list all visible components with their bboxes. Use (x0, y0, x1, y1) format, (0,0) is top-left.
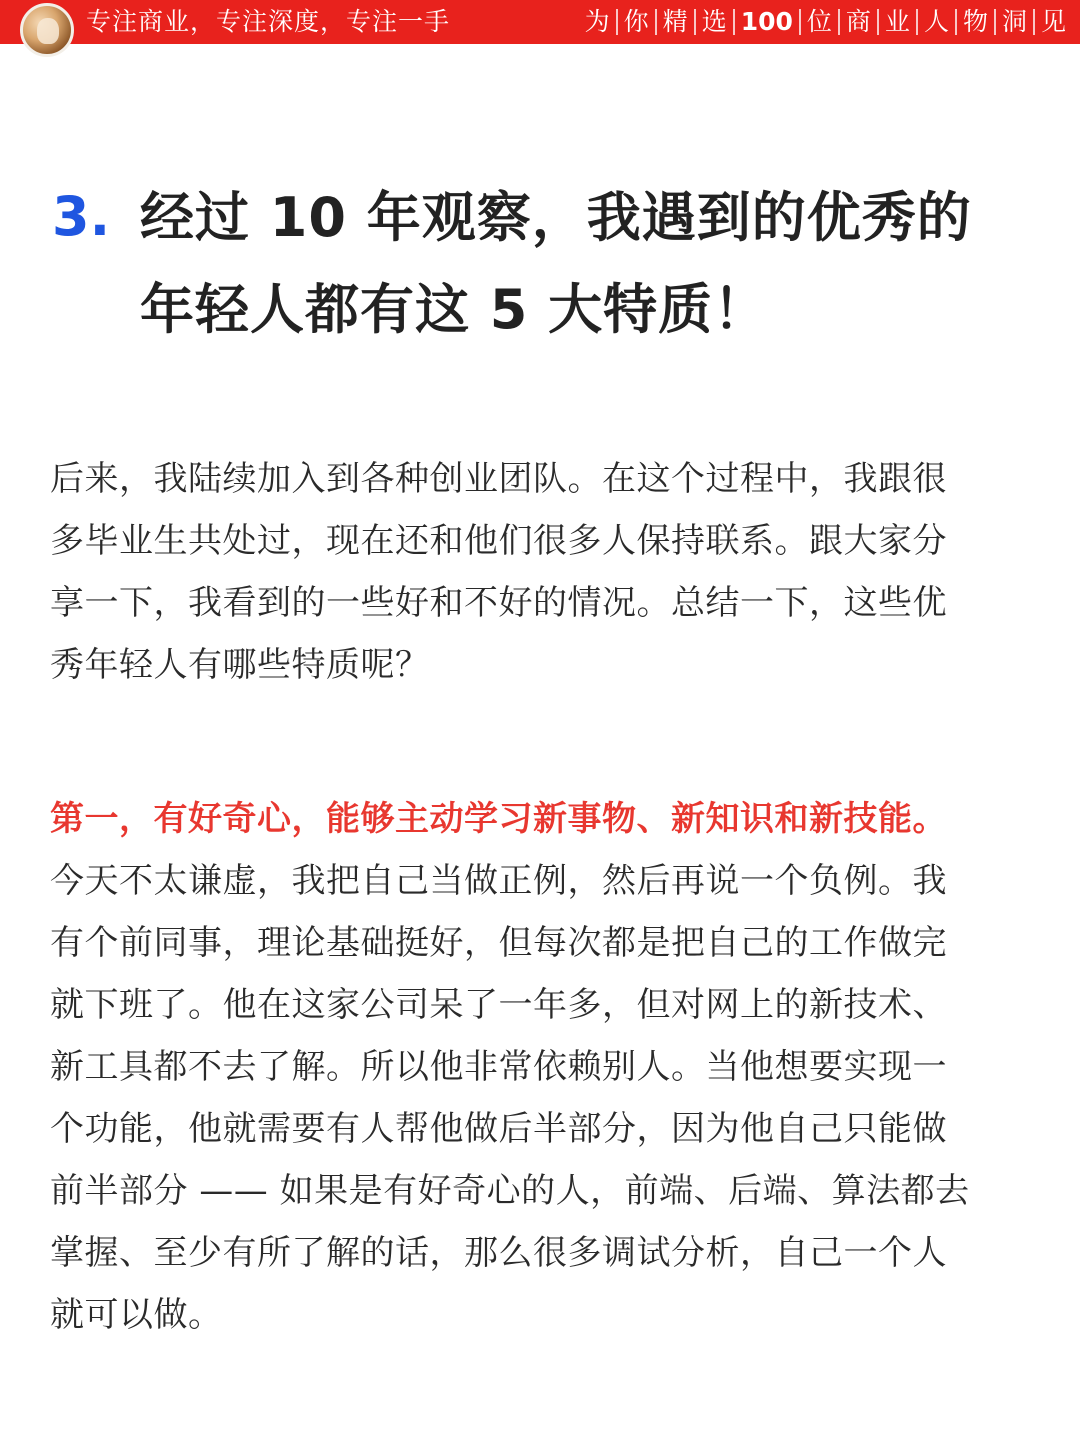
tagline-char: 物 (955, 9, 994, 35)
tagline-char: 精 (655, 9, 694, 35)
tagline-char: 业 (877, 9, 916, 35)
banner-slogan: 专注商业，专注深度，专注一手 (86, 7, 451, 36)
paragraph-line: 有个前同事，理论基础挺好，但每次都是把自己的工作做完 (50, 923, 947, 963)
point-one-highlight: 第一，有好奇心，能够主动学习新事物、新知识和新技能。 (50, 799, 947, 839)
tagline-char: 洞 (994, 9, 1033, 35)
heading-number: 3. (52, 185, 111, 248)
tagline-char: 你 (616, 9, 655, 35)
paragraph-line: 秀年轻人有哪些特质呢？ (50, 645, 430, 685)
heading-line: 年轻人都有这 5 大特质！ (140, 278, 769, 341)
paragraph-line: 享一下，我看到的一些好和不好的情况。总结一下，这些优 (50, 583, 947, 623)
avatar[interactable] (20, 3, 74, 57)
tagline-char: 商 (838, 9, 877, 35)
avatar-figure (37, 18, 59, 44)
tagline-char: 见 (1033, 9, 1072, 35)
paragraph-line: 今天不太谦虚，我把自己当做正例，然后再说一个负例。我 (50, 861, 947, 901)
point-one-paragraph (50, 788, 1025, 1346)
top-banner (0, 0, 1080, 44)
tagline-char: 人 (916, 9, 955, 35)
paragraph-line: 多毕业生共处过，现在还和他们很多人保持联系。跟大家分 (50, 521, 947, 561)
paragraph-line: 后来，我陆续加入到各种创业团队。在这个过程中，我跟很 (50, 459, 947, 499)
paragraph-line: 掌握、至少有所了解的话，那么很多调试分析，自己一个人 (50, 1233, 947, 1273)
heading-title (140, 172, 1040, 356)
heading-line: 经过 10 年观察，我遇到的优秀的 (140, 186, 972, 249)
paragraph-line: 就下班了。他在这家公司呆了一年多，但对网上的新技术、 (50, 985, 947, 1025)
paragraph-line: 新工具都不去了解。所以他非常依赖别人。当他想要实现一 (50, 1047, 947, 1087)
tagline-char: 位 (799, 9, 838, 35)
tagline-char: 为 (584, 7, 610, 36)
banner-tagline (579, 0, 1072, 44)
paragraph-line: 个功能，他就需要有人帮他做后半部分，因为他自己只能做 (50, 1109, 947, 1149)
intro-paragraph (50, 448, 1025, 696)
paragraph-line: 就可以做。 (50, 1295, 223, 1335)
tagline-number: 100 (733, 9, 799, 35)
paragraph-line: 前半部分 —— 如果是有好奇心的人，前端、后端、算法都去 (50, 1171, 970, 1211)
tagline-char: 选 (694, 9, 733, 35)
